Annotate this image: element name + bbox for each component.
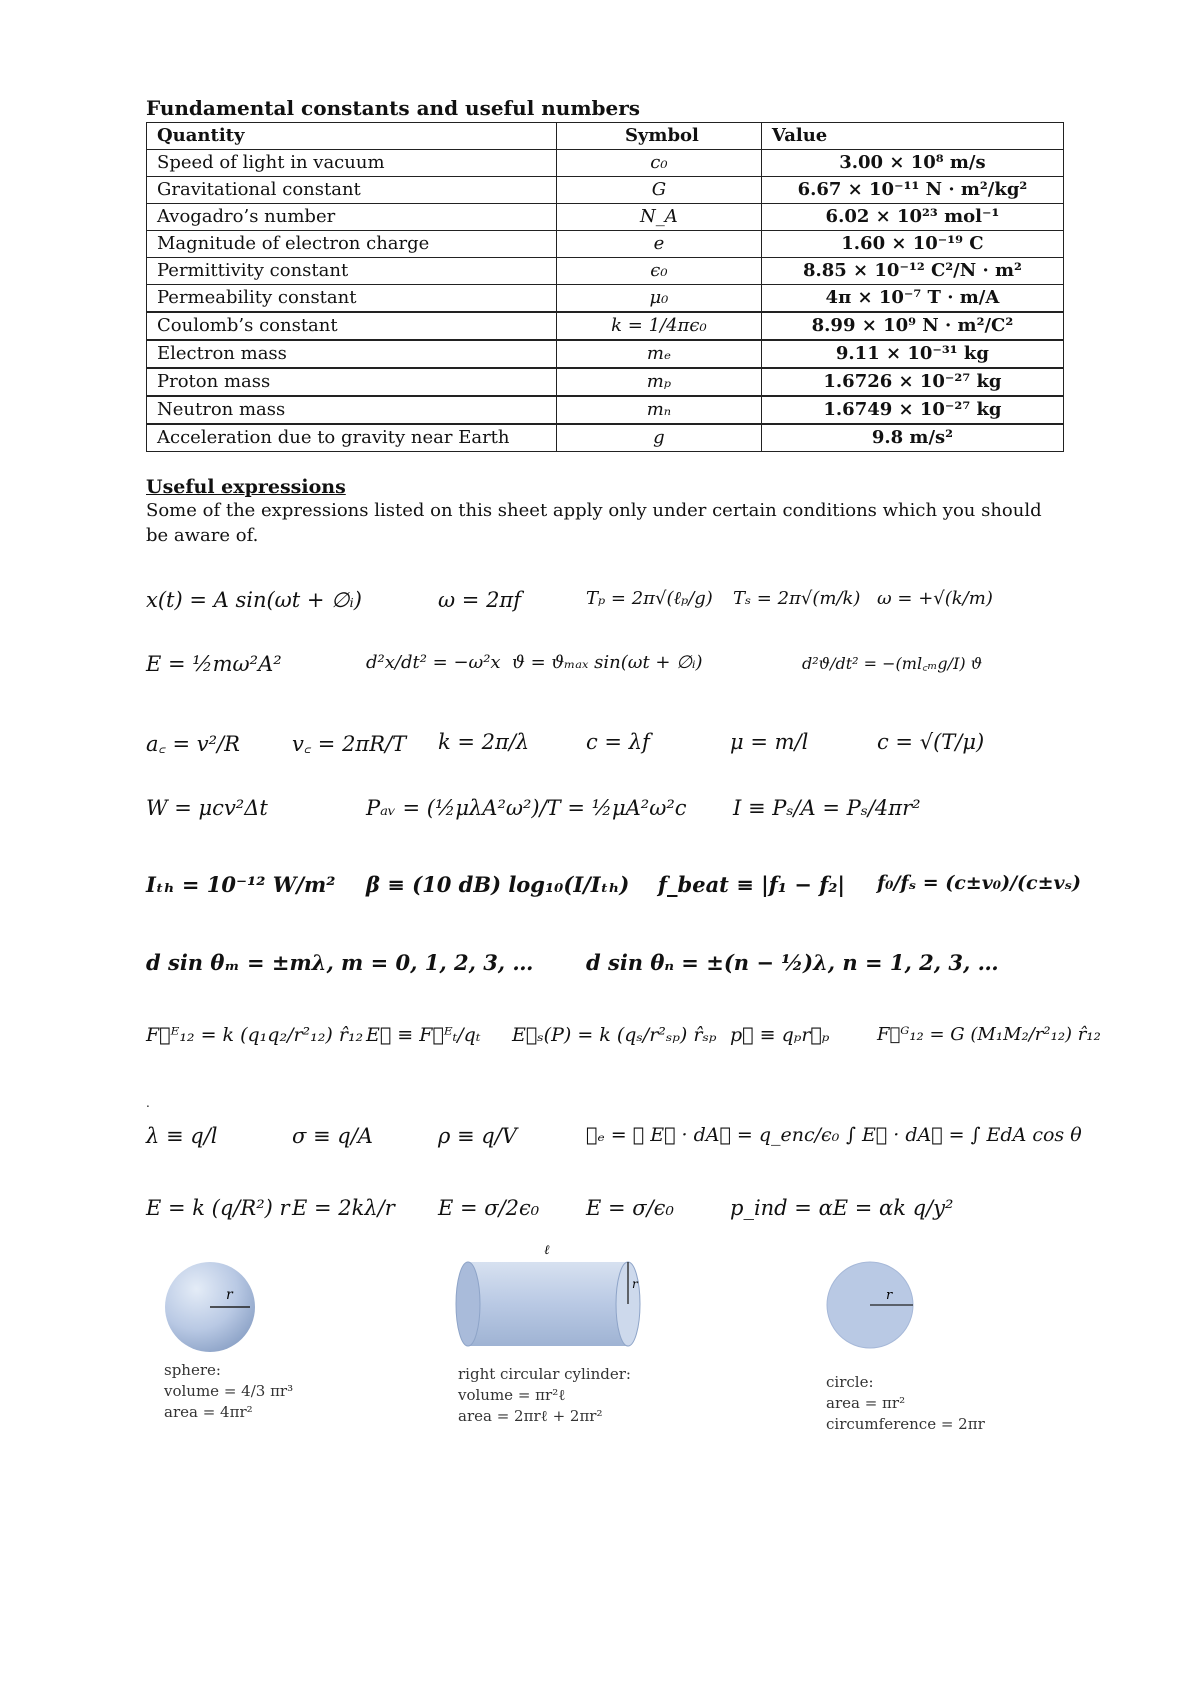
- equation: a꜀ = v²/R: [146, 732, 240, 756]
- cell-quantity: Electron mass: [147, 340, 557, 368]
- caption-line: circle:: [826, 1373, 874, 1391]
- cell-symbol: N_A: [556, 204, 761, 231]
- equation: E = ½mω²A²: [146, 652, 282, 676]
- equation: E⃗ₛ(P) = k (qₛ/r²ₛₚ) r̂ₛₚ: [512, 1024, 717, 1046]
- equation: E = σ/ϵ₀: [586, 1196, 674, 1220]
- conditions-note: Some of the expressions listed on this sheet apply only under certain conditions which you should be aware of.: [146, 500, 1042, 546]
- equation: E = 2kλ/r: [292, 1196, 395, 1220]
- sphere-caption: [164, 1360, 293, 1423]
- equation: Tₛ = 2π√(m/k): [733, 588, 861, 609]
- table-row: [147, 177, 1064, 204]
- header-quantity: Quantity: [147, 123, 557, 150]
- cell-quantity: Permittivity constant: [147, 258, 557, 285]
- equation: ω = 2πf: [438, 588, 522, 612]
- cell-quantity: Gravitational constant: [147, 177, 557, 204]
- caption-line: area = 4πr²: [164, 1403, 253, 1421]
- cell-symbol: mₑ: [556, 340, 761, 368]
- equation: Tₚ = 2π√(ℓₚ/g): [586, 588, 713, 609]
- equation: E = σ/2ϵ₀: [438, 1196, 540, 1220]
- equation: d sin θₘ = ±mλ, m = 0, 1, 2, 3, …: [146, 950, 534, 975]
- equation: β ≡ (10 dB) log₁₀(I/Iₜₕ): [366, 872, 630, 897]
- cell-quantity: Permeability constant: [147, 285, 557, 313]
- cell-quantity: Magnitude of electron charge: [147, 231, 557, 258]
- equation: ω = +√(k/m): [877, 588, 993, 609]
- cell-symbol: μ₀: [556, 285, 761, 313]
- table-row: [147, 340, 1064, 368]
- cell-value: 3.00 × 10⁸ m/s: [761, 150, 1063, 177]
- caption-line: circumference = 2πr: [826, 1415, 985, 1433]
- cylinder-body: [468, 1262, 628, 1346]
- equation: λ ≡ q/l: [146, 1124, 218, 1148]
- caption-line: area = πr²: [826, 1394, 906, 1412]
- sphere-radius-label: r: [226, 1287, 233, 1303]
- circle-caption: [826, 1372, 985, 1435]
- equation: v꜀ = 2πR/T: [292, 732, 407, 756]
- caption-line: volume = πr²ℓ: [458, 1386, 566, 1404]
- equation: p⃗ ≡ qₚr⃗ₚ: [730, 1024, 830, 1046]
- table-row: [147, 285, 1064, 313]
- table-row: [147, 204, 1064, 231]
- cell-value: 9.8 m/s²: [761, 424, 1063, 452]
- table-row: [147, 231, 1064, 258]
- cell-value: 8.85 × 10⁻¹² C²/N · m²: [761, 258, 1063, 285]
- cell-quantity: Avogadro’s number: [147, 204, 557, 231]
- caption-line: volume = 4/3 πr³: [164, 1382, 294, 1400]
- cell-value: 8.99 × 10⁹ N · m²/C²: [761, 312, 1063, 340]
- cell-symbol: mₚ: [556, 368, 761, 396]
- cell-symbol: k = 1/4πϵ₀: [556, 312, 761, 340]
- cell-symbol: g: [556, 424, 761, 452]
- equation: ϑ = ϑₘₐₓ sin(ωt + ∅ᵢ): [512, 652, 703, 673]
- equation: ∫ E⃗ · dA⃗ = ∫ EdA cos θ: [846, 1124, 1082, 1146]
- equation: I ≡ Pₛ/A = Pₛ/4πr²: [733, 796, 921, 820]
- equation: x(t) = A sin(ωt + ∅ᵢ): [146, 588, 362, 612]
- cell-symbol: c₀: [556, 150, 761, 177]
- cell-symbol: mₙ: [556, 396, 761, 424]
- cell-quantity: Proton mass: [147, 368, 557, 396]
- constants-table: [146, 122, 1064, 452]
- table-row: [147, 258, 1064, 285]
- equation: f₀/fₛ = (c±v₀)/(c±vₛ): [877, 872, 1082, 894]
- table-row: [147, 368, 1064, 396]
- equation: Pₐᵥ = (½μλA²ω²)/T = ½μA²ω²c: [366, 796, 687, 820]
- table-body: [147, 150, 1064, 452]
- cell-quantity: Acceleration due to gravity near Earth: [147, 424, 557, 452]
- cell-symbol: G: [556, 177, 761, 204]
- equation: E = k (q/R²) r: [146, 1196, 290, 1220]
- equation: ∅ₑ = ∮ E⃗ · dA⃗ = q_enc/ϵ₀: [586, 1124, 840, 1146]
- cylinder-radius-label: r: [632, 1277, 638, 1291]
- header-symbol: Symbol: [556, 123, 761, 150]
- equation: p_ind = αE = αk q/y²: [730, 1196, 954, 1220]
- cell-value: 9.11 × 10⁻³¹ kg: [761, 340, 1063, 368]
- circle-figure: [822, 1255, 922, 1355]
- cell-value: 1.6749 × 10⁻²⁷ kg: [761, 396, 1063, 424]
- equation: d²x/dt² = −ω²x: [366, 652, 501, 673]
- equation: W = μcv²Δt: [146, 796, 268, 820]
- equation: F⃗ᴱ₁₂ = k (q₁q₂/r²₁₂) r̂₁₂: [146, 1024, 364, 1046]
- cell-value: 4π × 10⁻⁷ T · m/A: [761, 285, 1063, 313]
- cylinder-length-label: ℓ: [544, 1243, 550, 1258]
- equation: μ = m/l: [730, 730, 809, 754]
- table-row: [147, 150, 1064, 177]
- caption-line: area = 2πrℓ + 2πr²: [458, 1407, 603, 1425]
- table-row: [147, 424, 1064, 452]
- equation: d²ϑ/dt² = −(ml꜀ₘg/I) ϑ: [802, 654, 983, 673]
- cell-quantity: Coulomb’s constant: [147, 312, 557, 340]
- caption-line: sphere:: [164, 1361, 221, 1379]
- table-row: [147, 396, 1064, 424]
- cell-symbol: e: [556, 231, 761, 258]
- cell-value: 6.67 × 10⁻¹¹ N · m²/kg²: [761, 177, 1063, 204]
- stray-dot: .: [146, 1096, 150, 1110]
- cylinder-left-end: [456, 1262, 480, 1346]
- equation: ρ ≡ q/V: [438, 1124, 517, 1148]
- cylinder-figure: [452, 1236, 644, 1356]
- useful-expressions-heading: Useful expressions: [146, 476, 346, 498]
- header-value: Value: [761, 123, 1063, 150]
- equation: d sin θₙ = ±(n − ½)λ, n = 1, 2, 3, …: [586, 950, 999, 975]
- cell-value: 1.60 × 10⁻¹⁹ C: [761, 231, 1063, 258]
- cell-value: 6.02 × 10²³ mol⁻¹: [761, 204, 1063, 231]
- equation: k = 2π/λ: [438, 730, 530, 754]
- circle-radius-label: r: [886, 1288, 893, 1303]
- caption-line: right circular cylinder:: [458, 1365, 631, 1383]
- cell-quantity: Neutron mass: [147, 396, 557, 424]
- equation: c = λf: [586, 730, 650, 754]
- table-header-row: [147, 123, 1064, 150]
- table-row: [147, 312, 1064, 340]
- equation: σ ≡ q/A: [292, 1124, 373, 1148]
- constants-section: [146, 96, 1064, 548]
- cell-value: 1.6726 × 10⁻²⁷ kg: [761, 368, 1063, 396]
- equation: E⃗ ≡ F⃗ᴱₜ/qₜ: [366, 1024, 481, 1046]
- equation: F⃗ᴳ₁₂ = G (M₁M₂/r²₁₂) r̂₁₂: [877, 1024, 1101, 1045]
- equation: f_beat ≡ |f₁ − f₂|: [658, 872, 846, 897]
- equation: c = √(T/μ): [877, 730, 985, 754]
- equation: Iₜₕ = 10⁻¹² W/m²: [146, 872, 336, 897]
- page-title: Fundamental constants and useful numbers: [146, 96, 641, 120]
- sphere-figure: [150, 1255, 270, 1355]
- cell-quantity: Speed of light in vacuum: [147, 150, 557, 177]
- cell-symbol: ϵ₀: [556, 258, 761, 285]
- cylinder-caption: [458, 1364, 631, 1427]
